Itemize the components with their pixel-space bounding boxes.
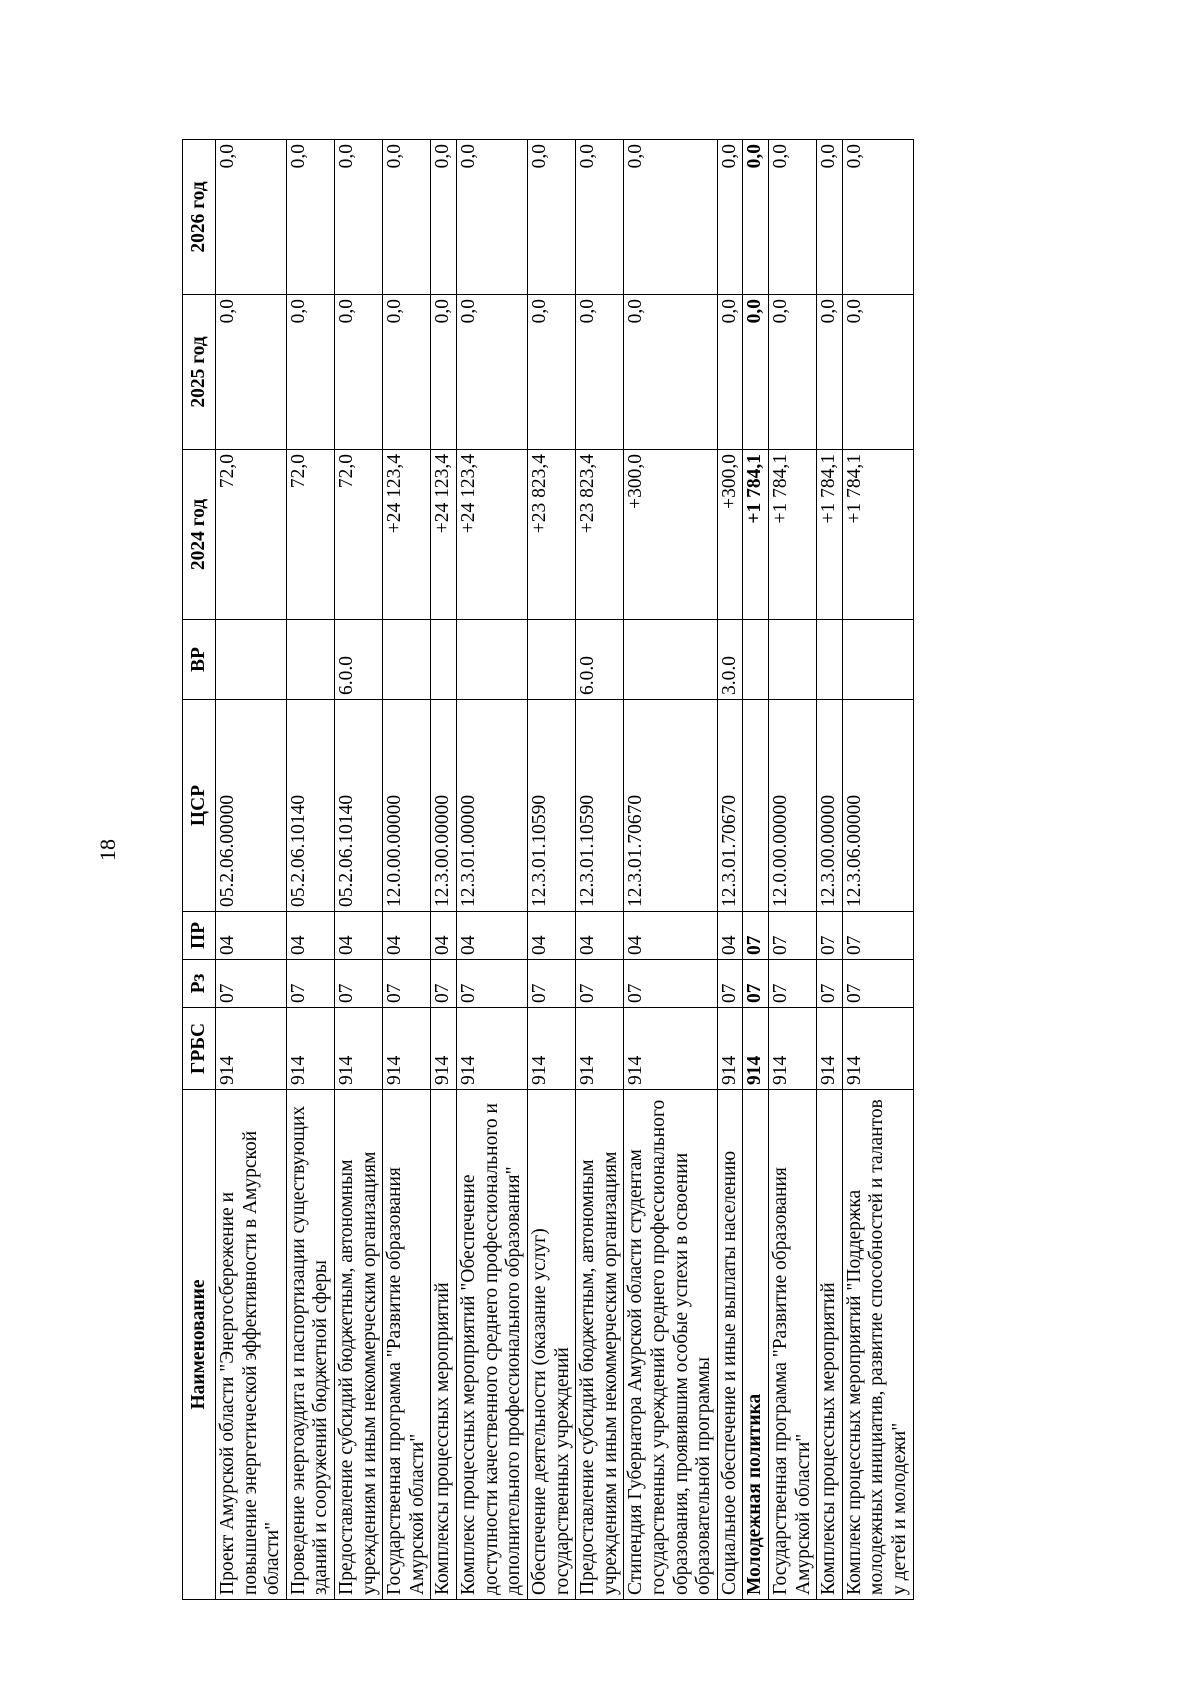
cell-vr: [842, 620, 913, 700]
cell-csr: 12.0.00.00000: [383, 700, 431, 912]
cell-rz: 07: [817, 960, 843, 1008]
cell-2025: 0,0: [576, 295, 624, 450]
cell-2025: 0,0: [717, 295, 743, 450]
cell-2026: 0,0: [431, 140, 457, 295]
cell-rz: 07: [842, 960, 913, 1008]
page-number: 18: [95, 839, 120, 861]
cell-2024: +23 823,4: [527, 450, 575, 620]
table-row: [335, 140, 383, 1600]
cell-2025: 0,0: [817, 295, 843, 450]
cell-grbs: 914: [817, 1008, 843, 1090]
header-2026: 2026 год: [183, 140, 216, 295]
cell-2026: 0,0: [769, 140, 817, 295]
cell-2025: 0,0: [457, 295, 528, 450]
cell-name: Проект Амурской области "Энергосбережение и повышение энергетической эффективности в Амурской области": [216, 1090, 287, 1600]
cell-2024: +1 784,1: [743, 450, 769, 620]
cell-2024: 72,0: [286, 450, 334, 620]
cell-grbs: 914: [842, 1008, 913, 1090]
cell-2024: +1 784,1: [842, 450, 913, 620]
cell-pr: 04: [431, 912, 457, 960]
cell-vr: [431, 620, 457, 700]
cell-grbs: 914: [717, 1008, 743, 1090]
cell-vr: [286, 620, 334, 700]
cell-vr: [743, 620, 769, 700]
cell-rz: 07: [431, 960, 457, 1008]
cell-grbs: 914: [335, 1008, 383, 1090]
cell-2024: +24 123,4: [457, 450, 528, 620]
cell-pr: 04: [383, 912, 431, 960]
cell-rz: 07: [383, 960, 431, 1008]
cell-2024: +300,0: [624, 450, 717, 620]
cell-rz: 07: [576, 960, 624, 1008]
budget-table-container: [182, 140, 1002, 1600]
table-row: [286, 140, 334, 1600]
cell-grbs: 914: [769, 1008, 817, 1090]
cell-2025: 0,0: [527, 295, 575, 450]
cell-name: Комплекс процессных мероприятий "Поддержка молодежных инициатив, развитие способностей и талантов у детей и молодежи": [842, 1090, 913, 1600]
cell-name: Обеспечение деятельности (оказание услуг) государственных учреждений: [527, 1090, 575, 1600]
cell-2025: 0,0: [286, 295, 334, 450]
cell-2025: 0,0: [383, 295, 431, 450]
cell-rz: 07: [216, 960, 287, 1008]
cell-2026: 0,0: [817, 140, 843, 295]
cell-rz: 07: [335, 960, 383, 1008]
table-row: [457, 140, 528, 1600]
table-row: [576, 140, 624, 1600]
header-grbs: ГРБС: [183, 1008, 216, 1090]
cell-csr: [743, 700, 769, 912]
header-2024: 2024 год: [183, 450, 216, 620]
cell-pr: 04: [216, 912, 287, 960]
cell-name: Комплекс процессных мероприятий "Обеспечение доступности качественного среднего профессионального и дополнительного профессионального образования": [457, 1090, 528, 1600]
cell-vr: 6.0.0: [335, 620, 383, 700]
table-row: [216, 140, 287, 1600]
cell-vr: 6.0.0: [576, 620, 624, 700]
cell-2026: 0,0: [216, 140, 287, 295]
cell-name: Предоставление субсидий бюджетным, автономным учреждениям и иным некоммерческим организациям: [335, 1090, 383, 1600]
cell-csr: 12.3.01.70670: [624, 700, 717, 912]
cell-csr: 12.3.01.10590: [527, 700, 575, 912]
table-row: [743, 140, 769, 1600]
cell-csr: 12.3.01.10590: [576, 700, 624, 912]
cell-pr: 07: [769, 912, 817, 960]
cell-name: Предоставление субсидий бюджетным, автономным учреждениям и иным некоммерческим организациям: [576, 1090, 624, 1600]
cell-vr: [216, 620, 287, 700]
cell-pr: 07: [817, 912, 843, 960]
header-2025: 2025 год: [183, 295, 216, 450]
cell-name: Государственная программа "Развитие образования Амурской области": [769, 1090, 817, 1600]
table-row: [431, 140, 457, 1600]
header-rz: Рз: [183, 960, 216, 1008]
cell-2024: +24 123,4: [431, 450, 457, 620]
cell-2024: +1 784,1: [769, 450, 817, 620]
cell-pr: 04: [717, 912, 743, 960]
cell-csr: 05.2.06.10140: [286, 700, 334, 912]
table-row: [769, 140, 817, 1600]
cell-name: Социальное обеспечение и иные выплаты населению: [717, 1090, 743, 1600]
cell-2026: 0,0: [624, 140, 717, 295]
cell-2026: 0,0: [527, 140, 575, 295]
cell-2024: +24 123,4: [383, 450, 431, 620]
cell-2026: 0,0: [286, 140, 334, 295]
cell-pr: 04: [527, 912, 575, 960]
cell-pr: 07: [743, 912, 769, 960]
table-body: [216, 140, 914, 1600]
cell-vr: [769, 620, 817, 700]
cell-rz: 07: [717, 960, 743, 1008]
cell-grbs: 914: [383, 1008, 431, 1090]
cell-2024: +300,0: [717, 450, 743, 620]
cell-csr: 12.3.01.00000: [457, 700, 528, 912]
cell-vr: [527, 620, 575, 700]
cell-vr: [624, 620, 717, 700]
cell-2024: 72,0: [216, 450, 287, 620]
cell-2025: 0,0: [216, 295, 287, 450]
cell-2026: 0,0: [743, 140, 769, 295]
table-row: [527, 140, 575, 1600]
header-name: Наименование: [183, 1090, 216, 1600]
cell-2025: 0,0: [842, 295, 913, 450]
table-row: [383, 140, 431, 1600]
cell-pr: 07: [842, 912, 913, 960]
cell-pr: 04: [457, 912, 528, 960]
header-csr: ЦСР: [183, 700, 216, 912]
cell-rz: 07: [769, 960, 817, 1008]
cell-grbs: 914: [576, 1008, 624, 1090]
cell-name: Проведение энергоаудита и паспортизации существующих зданий и сооружений бюджетной сферы: [286, 1090, 334, 1600]
cell-2026: 0,0: [842, 140, 913, 295]
cell-grbs: 914: [286, 1008, 334, 1090]
cell-2026: 0,0: [335, 140, 383, 295]
cell-2024: +1 784,1: [817, 450, 843, 620]
cell-pr: 04: [576, 912, 624, 960]
cell-csr: 12.3.00.00000: [431, 700, 457, 912]
cell-csr: 12.3.00.00000: [817, 700, 843, 912]
cell-grbs: 914: [527, 1008, 575, 1090]
cell-name: Комплексы процессных мероприятий: [817, 1090, 843, 1600]
cell-vr: [383, 620, 431, 700]
header-pr: ПР: [183, 912, 216, 960]
table-row: [717, 140, 743, 1600]
header-vr: ВР: [183, 620, 216, 700]
cell-vr: [817, 620, 843, 700]
cell-name: Стипендия Губернатора Амурской области студентам государственных учреждений среднего профессионального образования, проявившим особые успехи в освоении образовательной программы: [624, 1090, 717, 1600]
cell-pr: 04: [624, 912, 717, 960]
cell-grbs: 914: [743, 1008, 769, 1090]
cell-rz: 07: [743, 960, 769, 1008]
cell-2025: 0,0: [624, 295, 717, 450]
cell-2024: +23 823,4: [576, 450, 624, 620]
cell-rz: 07: [527, 960, 575, 1008]
cell-name: Государственная программа "Развитие образования Амурской области": [383, 1090, 431, 1600]
cell-2024: 72,0: [335, 450, 383, 620]
cell-2026: 0,0: [383, 140, 431, 295]
cell-2026: 0,0: [457, 140, 528, 295]
cell-2025: 0,0: [335, 295, 383, 450]
cell-csr: 12.3.06.00000: [842, 700, 913, 912]
cell-name: Комплексы процессных мероприятий: [431, 1090, 457, 1600]
budget-table: [182, 139, 914, 1600]
cell-csr: 05.2.06.10140: [335, 700, 383, 912]
cell-vr: [457, 620, 528, 700]
cell-rz: 07: [624, 960, 717, 1008]
table-row: [842, 140, 913, 1600]
cell-pr: 04: [286, 912, 334, 960]
cell-csr: 12.3.01.70670: [717, 700, 743, 912]
cell-2025: 0,0: [743, 295, 769, 450]
table-row: [817, 140, 843, 1600]
cell-grbs: 914: [431, 1008, 457, 1090]
cell-vr: 3.0.0: [717, 620, 743, 700]
cell-2026: 0,0: [576, 140, 624, 295]
table-row: [624, 140, 717, 1600]
cell-rz: 07: [286, 960, 334, 1008]
table-header-row: [183, 140, 216, 1600]
cell-name: Молодежная политика: [743, 1090, 769, 1600]
cell-csr: 12.0.00.00000: [769, 700, 817, 912]
cell-2026: 0,0: [717, 140, 743, 295]
cell-grbs: 914: [624, 1008, 717, 1090]
cell-pr: 04: [335, 912, 383, 960]
cell-2025: 0,0: [431, 295, 457, 450]
cell-csr: 05.2.06.00000: [216, 700, 287, 912]
cell-grbs: 914: [457, 1008, 528, 1090]
cell-2025: 0,0: [769, 295, 817, 450]
cell-rz: 07: [457, 960, 528, 1008]
cell-grbs: 914: [216, 1008, 287, 1090]
